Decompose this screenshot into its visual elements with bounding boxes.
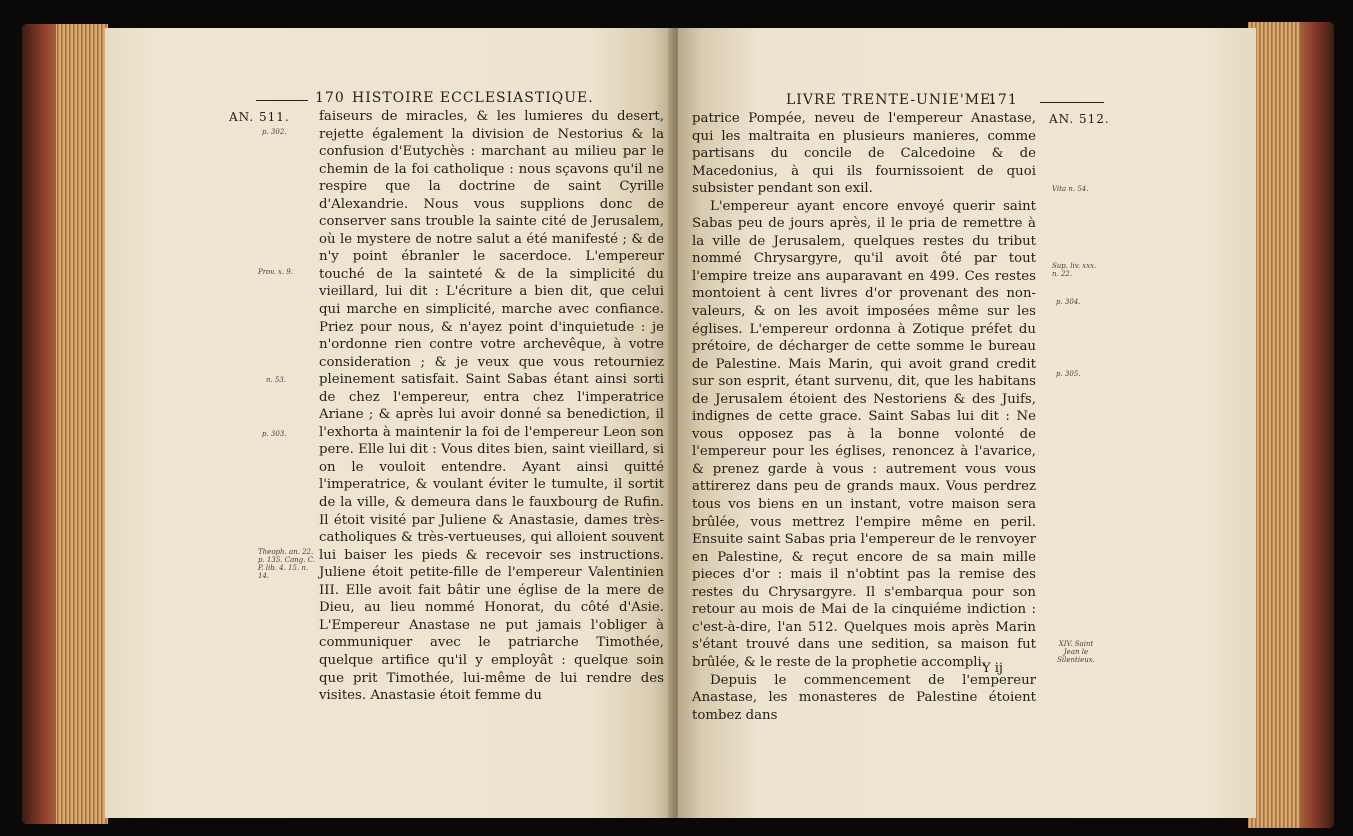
left-page-body	[319, 108, 664, 705]
right-running-head: LIVRE TRENTE-UNIE'ME.	[786, 92, 997, 108]
right-paragraph: patrice Pompée, neveu de l'empereur Anastase, qui les maltraita en plusieurs manieres, comme partisans du concile de Calcedoine & de Macedonius, à qui ils fournissoient de quoi subsister pendant son exil.	[692, 111, 1036, 197]
right-paragraph: Depuis le commencement de l'empereur Anastase, les monasteres de Palestine étoient tombez dans	[692, 672, 1036, 723]
left-running-head: HISTOIRE ECCLESIASTIQUE.	[352, 90, 594, 106]
right-year-label: AN. 512.	[1049, 112, 1110, 126]
left-cover-edge	[22, 24, 56, 824]
right-page-number: 171	[988, 92, 1018, 108]
signature-mark: Y ij	[982, 661, 1003, 676]
margin-note: XIV. Saint Jean le Silentieux.	[1057, 640, 1095, 664]
margin-note: p. 304.	[1056, 298, 1081, 306]
margin-note: Theoph. an. 22. p. 135. Cang. C. P. lib. 4. 15. n. 14.	[258, 548, 316, 580]
right-paragraph: L'empereur ayant encore envoyé querir saint Sabas peu de jours après, il le pria de remettre à la ville de Jerusalem, quelques restes du tribut nommé Chrysargyre, qu'il avoit ôté par tout l'empire treize ans auparavant en 499. Ces restes montoient à cent livres d'or provenant des non-valeurs, & on les avoit imposées même sur les églises. L'empereur ordonna à Zotique préfet du prétoire, de décharger de cette somme le bureau de Palestine. Mais Marin, qui avoit grand credit sur son esprit, étant survenu, dit, que les habitans de Jerusalem étoient des Nestoriens & des Juifs, indignes de cette grace. Saint Sabas lui dit : Ne vous opposez pas à la bonne volonté de l'empereur pour les églises, renoncez à l'avarice, & prenez garde à vous : autrement vous vous attirerez dans peu de grands maux. Vous perdrez tous vos biens en un instant, votre maison sera brûlée, vous mettrez l'empire même en peril. Ensuite saint Sabas pria l'empereur de le renvoyer en Palestine, & reçut encore de sa main mille pieces d'or : mais il n'obtint pas la remise des restes du Chrysargyre. Il s'embarqua pour son retour au mois de Mai de la cinquiéme indiction : c'est-à-dire, l'an 512. Quelques mois après Marin s'étant trouvé dans une sedition, sa maison fut brûlée, & le reste de la prophetie accompli.	[692, 198, 1036, 670]
right-cover-edge	[1300, 22, 1334, 828]
left-page-number: 170	[315, 90, 345, 106]
margin-note: p. 305.	[1056, 370, 1081, 378]
margin-note: Sup. liv. xxx. n. 22.	[1052, 262, 1097, 278]
margin-note: p. 303.	[262, 430, 287, 438]
right-page-body	[692, 110, 1036, 724]
margin-note: Prov. x. 9.	[258, 268, 293, 276]
margin-note: Vita n. 54.	[1052, 185, 1089, 193]
margin-note: n. 53.	[266, 376, 287, 384]
margin-note: p. 302.	[262, 128, 287, 136]
header-rule-left	[256, 100, 308, 101]
header-rule-right	[1040, 102, 1104, 103]
left-year-label: AN. 511.	[229, 110, 290, 124]
left-page-text: faiseurs de miracles, & les lumieres du desert, rejette également la division de Nestorius & la confusion d'Eutychès : marchant au milieu par le chemin de la foi catholique : nous sçavons qu'il ne respire que la doctrine de saint Cyrille d'Alexandrie. Nous vous supplions donc de conserver sans trouble la sainte cité de Jerusalem, où le mystere de notre salut a été manifesté ; & de n'y point ébranler le sacerdoce. L'empereur touché de la sainteté & de la simplicité du vieillard, lui dit : L'écriture a bien dit, que celui qui marche en simplicité, marche avec confiance. Priez pour nous, & n'ayez point d'inquietude : je n'ordonne rien contre votre archevêque, à votre consideration ; & je veux que vous retourniez pleinement satisfait. Saint Sabas étant ainsi sorti de chez l'empereur, entra chez l'imperatrice Ariane ; & après lui avoir donné sa benediction, il l'exhorta à maintenir la foi de l'empereur Leon son pere. Elle lui dit : Vous dites bien, saint vieillard, si on le vouloit entendre. Ayant ainsi quitté l'imperatrice, & voulant éviter le tumulte, il sortit de la ville, & demeura dans le fauxbourg de Rufin. Il étoit visité par Juliene & Anastasie, dames très-catholiques & très-vertueuses, qui alloient souvent lui baiser les pieds & recevoir ses instructions. Juliene étoit petite-fille de l'empereur Valentinien III. Elle avoit fait bâtir une église de la mere de Dieu, au lieu nommé Honorat, du côté d'Asie. L'Empereur Anastase ne put jamais l'obliger à communiquer avec le patriarche Timothée, quelque artifice qu'il y employât : quelque soin que prit Timothée, lui-même de lui rendre des visites. Anastasie étoit femme du	[319, 109, 664, 704]
